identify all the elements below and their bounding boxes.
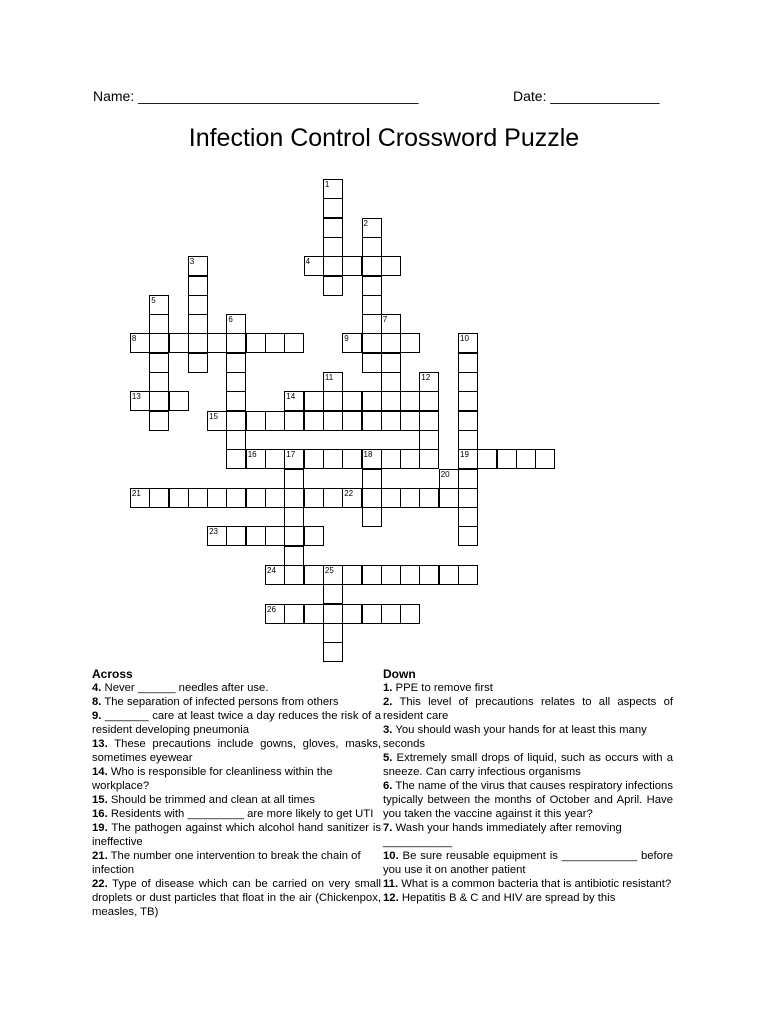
grid-cell[interactable] <box>265 449 285 469</box>
clue-text: Wash your hands immediately after removing ___________ <box>383 822 622 848</box>
cell-number: 3 <box>189 257 195 267</box>
clue-text: Who is responsible for cleanliness within the workplace? <box>92 766 333 792</box>
cell-number: 18 <box>363 450 373 460</box>
clue-number: 7. <box>383 822 393 834</box>
grid-cell[interactable] <box>226 488 246 508</box>
cell-number: 9 <box>344 334 349 344</box>
cell-number: 16 <box>247 450 257 460</box>
down-clue <box>383 849 673 877</box>
across-clue <box>92 821 381 849</box>
clue-text: These precautions include gowns, gloves, masks, sometimes eyewear <box>92 738 381 764</box>
grid-cell[interactable] <box>362 256 382 276</box>
grid-cell[interactable] <box>381 333 401 353</box>
page-title: Infection Control Crossword Puzzle <box>188 124 580 152</box>
grid-cell[interactable] <box>149 488 169 508</box>
down-clue <box>383 821 673 849</box>
grid-cell[interactable] <box>381 449 401 469</box>
cell-number: 6 <box>228 315 233 325</box>
grid-cell[interactable] <box>362 604 382 624</box>
grid-cell[interactable] <box>381 565 401 585</box>
grid-cell[interactable] <box>342 411 362 431</box>
clue-number: 22. <box>92 878 108 890</box>
grid-cell[interactable] <box>284 449 304 469</box>
grid-cell[interactable] <box>188 488 208 508</box>
grid-cell[interactable] <box>323 604 343 624</box>
grid-cell[interactable] <box>304 449 324 469</box>
clue-text: The pathogen against which alcohol hand sanitizer is ineffective <box>92 822 381 848</box>
grid-cell[interactable] <box>188 333 208 353</box>
grid-cell[interactable] <box>284 546 304 566</box>
grid-cell[interactable] <box>323 565 343 585</box>
grid-cell[interactable] <box>362 314 382 334</box>
across-clue <box>92 695 381 709</box>
grid-cell[interactable] <box>458 565 478 585</box>
grid-cell[interactable] <box>342 449 362 469</box>
grid-cell[interactable] <box>207 333 227 353</box>
grid-cell[interactable] <box>265 604 285 624</box>
date-field-label: Date: ______________ <box>513 88 660 104</box>
cell-number: 25 <box>324 566 334 575</box>
down-clue-list <box>383 681 673 905</box>
grid-cell[interactable] <box>362 333 382 353</box>
across-clues <box>92 667 381 919</box>
grid-cell[interactable] <box>362 411 382 431</box>
grid-cell[interactable] <box>284 507 304 527</box>
across-clue <box>92 765 381 793</box>
cell-number: 22 <box>344 488 354 498</box>
grid-cell[interactable] <box>381 411 401 431</box>
grid-cell[interactable] <box>419 391 439 411</box>
clue-text: PPE to remove first <box>392 682 493 694</box>
name-field-label: Name: ____________________________________ <box>93 88 419 104</box>
grid-cell[interactable] <box>207 488 227 508</box>
cell-number: 8 <box>131 334 137 344</box>
grid-cell[interactable] <box>419 430 439 450</box>
grid-cell[interactable] <box>323 411 343 431</box>
cell-number: 7 <box>382 315 388 325</box>
grid-cell[interactable] <box>400 333 420 353</box>
grid-cell[interactable] <box>439 469 459 489</box>
grid-cell[interactable] <box>304 565 324 585</box>
clue-text: The separation of infected persons from others <box>101 696 339 708</box>
grid-cell[interactable] <box>381 391 401 411</box>
grid-cell[interactable] <box>284 411 304 431</box>
grid-cell[interactable] <box>188 276 208 296</box>
grid-cell[interactable] <box>516 449 536 469</box>
grid-cell[interactable] <box>304 488 324 508</box>
grid-cell[interactable] <box>342 565 362 585</box>
grid-cell[interactable] <box>304 256 324 276</box>
grid-cell[interactable] <box>265 333 285 353</box>
clue-number: 5. <box>383 752 393 764</box>
grid-cell[interactable] <box>149 411 169 431</box>
cell-number: 24 <box>267 566 276 575</box>
cell-number: 15 <box>209 411 218 421</box>
grid-cell[interactable] <box>381 314 401 334</box>
clue-text: Extremely small drops of liquid, such as occurs with a sneeze. Can carry infectious organisms <box>383 752 673 778</box>
across-heading: Across <box>92 667 133 681</box>
grid-cell[interactable] <box>169 333 189 353</box>
clue-text: Should be trimmed and clean at all times <box>107 794 315 806</box>
grid-cell[interactable] <box>323 391 343 411</box>
grid-cell[interactable] <box>458 526 478 546</box>
grid-cell[interactable] <box>323 198 343 218</box>
grid-cell[interactable] <box>149 333 169 353</box>
grid-cell[interactable] <box>284 526 304 546</box>
grid-cell[interactable] <box>265 488 285 508</box>
across-clue <box>92 877 381 919</box>
grid-cell[interactable] <box>400 565 420 585</box>
grid-cell[interactable] <box>304 391 324 411</box>
grid-cell[interactable] <box>381 372 401 392</box>
clue-text: Residents with _________ are more likely to get UTI <box>107 808 374 820</box>
grid-cell[interactable] <box>226 353 246 373</box>
grid-cell[interactable] <box>477 449 497 469</box>
cell-number: 10 <box>460 334 469 344</box>
grid-cell[interactable] <box>284 604 304 624</box>
grid-cell[interactable] <box>323 256 343 276</box>
grid-cell[interactable] <box>497 449 517 469</box>
grid-cell[interactable] <box>458 488 478 508</box>
grid-cell[interactable] <box>381 488 401 508</box>
grid-cell[interactable] <box>362 449 382 469</box>
grid-cell[interactable] <box>284 333 304 353</box>
down-clue <box>383 723 673 751</box>
grid-cell[interactable] <box>284 469 304 489</box>
down-clue <box>383 751 673 779</box>
grid-cell[interactable] <box>323 488 343 508</box>
clue-number: 3. <box>383 724 393 736</box>
grid-cell[interactable] <box>458 391 478 411</box>
grid-cell[interactable] <box>342 488 362 508</box>
grid-cell[interactable] <box>207 411 227 431</box>
grid-cell[interactable] <box>226 526 246 546</box>
grid-cell[interactable] <box>323 584 343 604</box>
grid-cell[interactable] <box>188 295 208 315</box>
grid-cell[interactable] <box>284 391 304 411</box>
cell-number: 20 <box>440 469 450 479</box>
clue-number: 9. <box>92 710 102 722</box>
down-clues <box>383 667 673 905</box>
clue-number: 16. <box>92 808 108 820</box>
cell-number: 19 <box>460 450 469 460</box>
grid-cell[interactable] <box>381 256 401 276</box>
cell-number: 12 <box>421 373 431 382</box>
grid-cell[interactable] <box>169 488 189 508</box>
grid-cell[interactable] <box>323 623 343 643</box>
grid-cell[interactable] <box>439 488 459 508</box>
grid-cell[interactable] <box>284 488 304 508</box>
clue-number: 1. <box>383 682 393 694</box>
clue-number: 4. <box>92 682 102 694</box>
grid-cell[interactable] <box>265 526 285 546</box>
grid-cell[interactable] <box>149 314 169 334</box>
grid-cell[interactable] <box>207 526 227 546</box>
cell-number: 2 <box>363 218 368 228</box>
grid-cell[interactable] <box>226 333 246 353</box>
clue-number: 21. <box>92 850 108 862</box>
grid-cell[interactable] <box>130 333 150 353</box>
across-clue <box>92 737 381 765</box>
grid-cell[interactable] <box>265 411 285 431</box>
grid-cell[interactable] <box>342 333 362 353</box>
grid-cell[interactable] <box>458 507 478 527</box>
across-clue <box>92 849 381 877</box>
across-clue-list <box>92 681 381 919</box>
clue-number: 10. <box>383 850 399 862</box>
grid-cell[interactable] <box>400 449 420 469</box>
grid-cell[interactable] <box>323 642 343 662</box>
grid-cell[interactable] <box>342 391 362 411</box>
grid-cell[interactable] <box>362 469 382 489</box>
grid-cell[interactable] <box>149 372 169 392</box>
grid-cell[interactable] <box>362 276 382 296</box>
grid-cell[interactable] <box>169 391 189 411</box>
cell-number: 14 <box>286 392 296 402</box>
clue-text: This level of precautions relates to all aspects of resident care <box>383 696 673 722</box>
grid-cell[interactable] <box>458 333 478 353</box>
grid-cell[interactable] <box>419 449 439 469</box>
grid-cell[interactable] <box>419 372 439 392</box>
grid-cell[interactable] <box>362 237 382 257</box>
grid-cell[interactable] <box>419 488 439 508</box>
cell-number: 4 <box>305 257 311 267</box>
cell-number: 11 <box>324 373 334 382</box>
clue-number: 19. <box>92 822 108 834</box>
down-heading: Down <box>383 667 416 681</box>
grid-cell[interactable] <box>400 488 420 508</box>
grid-cell[interactable] <box>419 565 439 585</box>
grid-cell[interactable] <box>149 391 169 411</box>
clue-text: Never ______ needles after use. <box>101 682 269 694</box>
grid-cell[interactable] <box>381 353 401 373</box>
grid-cell[interactable] <box>304 411 324 431</box>
grid-cell[interactable] <box>226 411 246 431</box>
grid-cell[interactable] <box>226 430 246 450</box>
clue-text: What is a common bacteria that is antibiotic resistant? <box>398 878 672 890</box>
grid-cell[interactable] <box>439 565 459 585</box>
grid-cell[interactable] <box>362 488 382 508</box>
cell-number: 21 <box>131 488 141 498</box>
grid-cell[interactable] <box>304 604 324 624</box>
clue-text: The name of the virus that causes respiratory infections typically between the months of October and April. Have you taken the vaccine against it this year? <box>383 780 673 820</box>
across-clue <box>92 681 381 695</box>
cell-number: 17 <box>286 450 296 460</box>
grid-cell[interactable] <box>362 565 382 585</box>
grid-cell[interactable] <box>362 295 382 315</box>
across-clue <box>92 793 381 807</box>
cell-number: 13 <box>131 392 141 402</box>
grid-cell[interactable] <box>323 218 343 238</box>
grid-cell[interactable] <box>323 372 343 392</box>
grid-cell[interactable] <box>381 604 401 624</box>
clue-text: Type of disease which can be carried on very small droplets or dust particles that float in the air (Chickenpox, measles, TB) <box>92 878 381 918</box>
grid-cell[interactable] <box>188 314 208 334</box>
clue-number: 11. <box>383 878 399 890</box>
grid-cell[interactable] <box>342 256 362 276</box>
grid-cell[interactable] <box>226 449 246 469</box>
grid-cell[interactable] <box>188 256 208 276</box>
grid-cell[interactable] <box>226 314 246 334</box>
grid-cell[interactable] <box>226 391 246 411</box>
grid-cell[interactable] <box>400 411 420 431</box>
grid-cell[interactable] <box>323 237 343 257</box>
grid-cell[interactable] <box>226 372 246 392</box>
grid-cell[interactable] <box>284 565 304 585</box>
grid-cell[interactable] <box>149 295 169 315</box>
clue-text: _______ care at least twice a day reduces the risk of a resident developing pneumonia <box>92 710 381 736</box>
grid-cell[interactable] <box>265 565 285 585</box>
clue-number: 2. <box>383 696 393 708</box>
grid-cell[interactable] <box>362 507 382 527</box>
grid-cell[interactable] <box>246 333 266 353</box>
cell-number: 5 <box>151 295 156 305</box>
grid-cell[interactable] <box>130 488 150 508</box>
clue-number: 15. <box>92 794 108 806</box>
clue-number: 12. <box>383 892 399 904</box>
grid-cell[interactable] <box>400 604 420 624</box>
clue-number: 14. <box>92 766 108 778</box>
grid-cell[interactable] <box>458 449 478 469</box>
down-clue <box>383 779 673 821</box>
grid-cell[interactable] <box>458 430 478 450</box>
grid-cell[interactable] <box>362 391 382 411</box>
grid-cell[interactable] <box>458 353 478 373</box>
clue-number: 13. <box>92 738 108 750</box>
grid-cell[interactable] <box>458 469 478 489</box>
clue-text: Be sure reusable equipment is ____________ before you use it on another patient <box>383 850 673 876</box>
down-clue <box>383 891 673 905</box>
across-clue <box>92 709 381 737</box>
grid-cell[interactable] <box>246 449 266 469</box>
clue-number: 8. <box>92 696 102 708</box>
clue-text: Hepatitis B & C and HIV are spread by this <box>398 892 616 904</box>
grid-cell[interactable] <box>323 276 343 296</box>
grid-cell[interactable] <box>246 411 266 431</box>
grid-cell[interactable] <box>362 353 382 373</box>
cell-number: 1 <box>324 180 330 189</box>
grid-cell[interactable] <box>419 411 439 431</box>
clue-text: The number one intervention to break the chain of infection <box>92 850 361 876</box>
grid-cell[interactable] <box>130 391 150 411</box>
grid-cell[interactable] <box>535 449 555 469</box>
cell-number: 23 <box>209 527 218 537</box>
grid-cell[interactable] <box>323 179 343 199</box>
grid-cell[interactable] <box>458 372 478 392</box>
clue-text: You should wash your hands for at least this many seconds <box>383 724 647 750</box>
down-clue <box>383 681 673 695</box>
grid-cell[interactable] <box>323 449 343 469</box>
clue-number: 6. <box>383 780 393 792</box>
grid-cell[interactable] <box>458 411 478 431</box>
grid-cell[interactable] <box>400 391 420 411</box>
down-clue <box>383 877 673 891</box>
grid-cell[interactable] <box>304 526 324 546</box>
grid-cell[interactable] <box>149 353 169 373</box>
grid-cell[interactable] <box>246 488 266 508</box>
grid-cell[interactable] <box>342 604 362 624</box>
grid-cell[interactable] <box>362 218 382 238</box>
grid-cell[interactable] <box>188 353 208 373</box>
grid-cell[interactable] <box>246 526 266 546</box>
cell-number: 26 <box>267 604 276 614</box>
across-clue <box>92 807 381 821</box>
down-clue <box>383 695 673 723</box>
